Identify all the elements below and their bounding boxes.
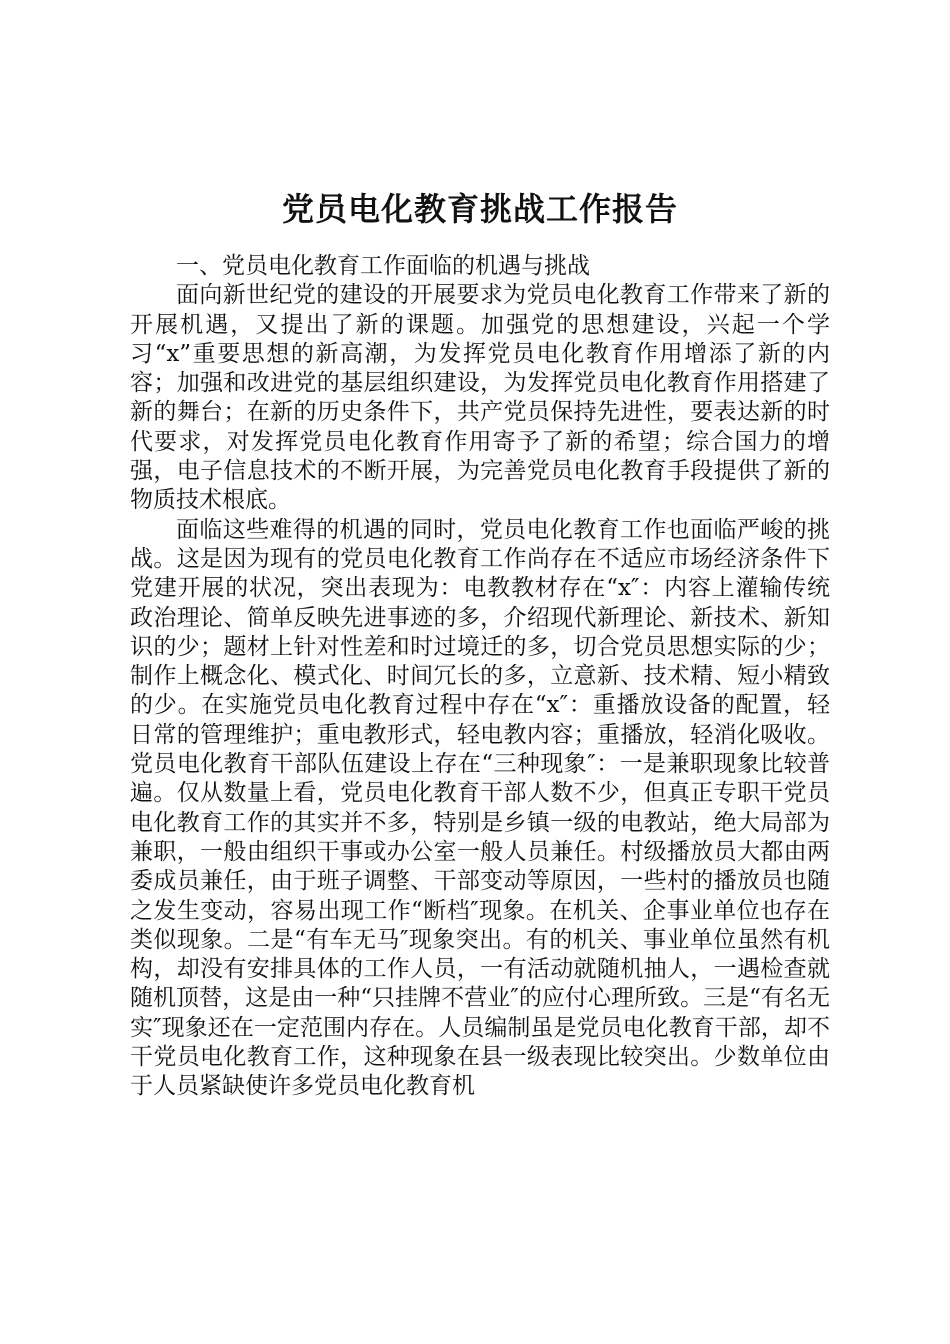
section-heading: 一、党员电化教育工作面临的机遇与挑战 [176, 253, 590, 279]
document-page [130, 186, 830, 1102]
paragraph-challenges: 面临这些难得的机遇的同时，党员电化教育工作也面临严峻的挑战。这是因为现有的党员电化教育工作尚存在不适应市场经济条件下党建开展的状况，突出表现为：电教教材存在“x″：内容上灌输传统政治理论、简单反映先进事迹的多，介绍现代新理论、新技术、新知识的少；题材上针对性差和时过境迁的多，切合党员思想实际的少；制作上概念化、模式化、时间冗长的多，立意新、技术精、短小精致的少。在实施党员电化教育过程中存在“x″：重播放设备的配置，轻日常的管理维护；重电教形式，轻电教内容；重播放，轻消化吸收。党员电化教育干部队伍建设上存在“三种现象″：一是兼职现象比较普遍。仅从数量上看，党员电化教育干部人数不少，但真正专职干党员电化教育工作的其实并不多，特别是乡镇一级的电教站，绝大局部为兼职，一般由组织干事或办公室一般人员兼任。村级播放员大都由两委成员兼任，由于班子调整、干部变动等原因，一些村的播放员也随之发生变动，容易出现工作“断档″现象。在机关、企事业单位也存在类似现象。二是“有车无马″现象突出。有的机关、事业单位虽然有机构，却没有安排具体的工作人员，一有活动就随机抽人，一遇检查就随机顶替，这是由一种“只挂牌不营业″的应付心理所致。三是“有名无实″现象还在一定范围内存在。人员编制虽是党员电化教育干部，却不干党员电化教育工作，这种现象在县一级表现比较突出。少数单位由于人员紧缺使许多党员电化教育机 [130, 516, 830, 1100]
paragraph-opportunities: 面向新世纪党的建设的开展要求为党员电化教育工作带来了新的开展机遇，又提出了新的课题。加强党的思想建设，兴起一个学习“x”重要思想的新高潮，为发挥党员电化教育作用增添了新的内容；加强和改进党的基层组织建设，为发挥党员电化教育作用搭建了新的舞台；在新的历史条件下，共产党员保持先进性，要表达新的时代要求，对发挥党员电化教育作用寄予了新的希望；综合国力的增强，电子信息技术的不断开展，为完善党员电化教育手段提供了新的物质技术根底。 [130, 282, 830, 514]
document-title: 党员电化教育挑战工作报告 [281, 190, 678, 228]
